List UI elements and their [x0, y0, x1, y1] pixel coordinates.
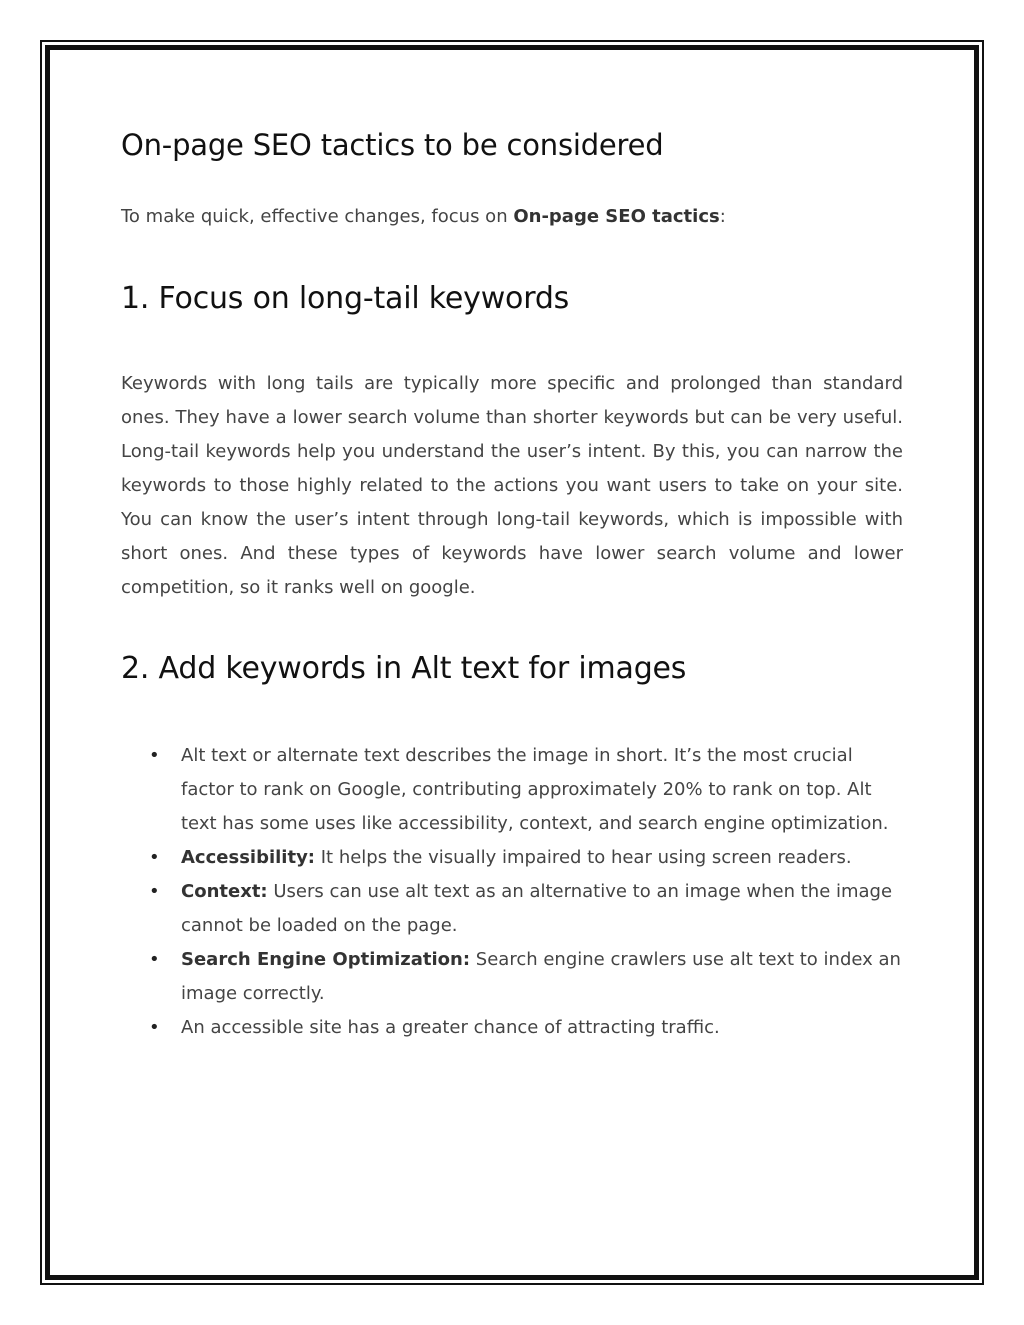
long-tail-paragraph: Keywords with long tails are typically more specific and prolonged than standard ones. They have a lower search volume than shorter keywords but can be very useful. Long-tail keywords help you understand the user’s intent. By this, you can narrow the keywords to those highly related to the actions you want users to take on your site. You can know the user’s intent through long-tail keywords, which is impossible with short ones. And these types of keywords have lower search volume and lower competition, so it ranks well on google. [121, 373, 903, 598]
list-item-label: Accessibility: [181, 847, 316, 868]
page-title: On-page SEO tactics to be considered [121, 128, 664, 162]
list-item-label: Context: [181, 881, 268, 902]
intro-text: To make quick, effective changes, focus on [121, 206, 514, 227]
list-item-text: It helps the visually impaired to hear using screen readers. [315, 847, 852, 868]
intro-paragraph [121, 200, 903, 234]
section-heading-alt-text: 2. Add keywords in Alt text for images [121, 651, 687, 686]
bullet-icon: • [149, 881, 160, 902]
bullet-icon: • [149, 847, 160, 868]
list-item-text: Users can use alt text as an alternative to an image when the image cannot be loaded on the page. [181, 881, 893, 936]
list-item [121, 841, 903, 875]
list-item [121, 739, 903, 841]
section-heading-long-tail: 1. Focus on long-tail keywords [121, 281, 570, 316]
intro-bold-text: On-page SEO tactics [513, 206, 720, 227]
list-item-label: Search Engine Optimization: [181, 949, 471, 970]
bullet-icon: • [149, 1017, 160, 1038]
alt-text-bullet-list [121, 739, 903, 1045]
bullet-icon: • [149, 745, 160, 766]
list-item-text: Alt text or alternate text describes the image in short. It’s the most crucial factor to rank on Google, contributing approximately 20% to rank on top. Alt text has some uses like accessibility, context, and search engine optimization. [181, 745, 889, 834]
document-content [121, 120, 903, 1045]
bullet-icon: • [149, 949, 160, 970]
list-item [121, 1011, 903, 1045]
list-item-text: An accessible site has a greater chance of attracting traffic. [181, 1017, 720, 1038]
intro-suffix: : [719, 206, 726, 227]
list-item-text: Search engine crawlers use alt text to index an image correctly. [181, 949, 901, 1004]
list-item [121, 875, 903, 943]
list-item [121, 943, 903, 1011]
